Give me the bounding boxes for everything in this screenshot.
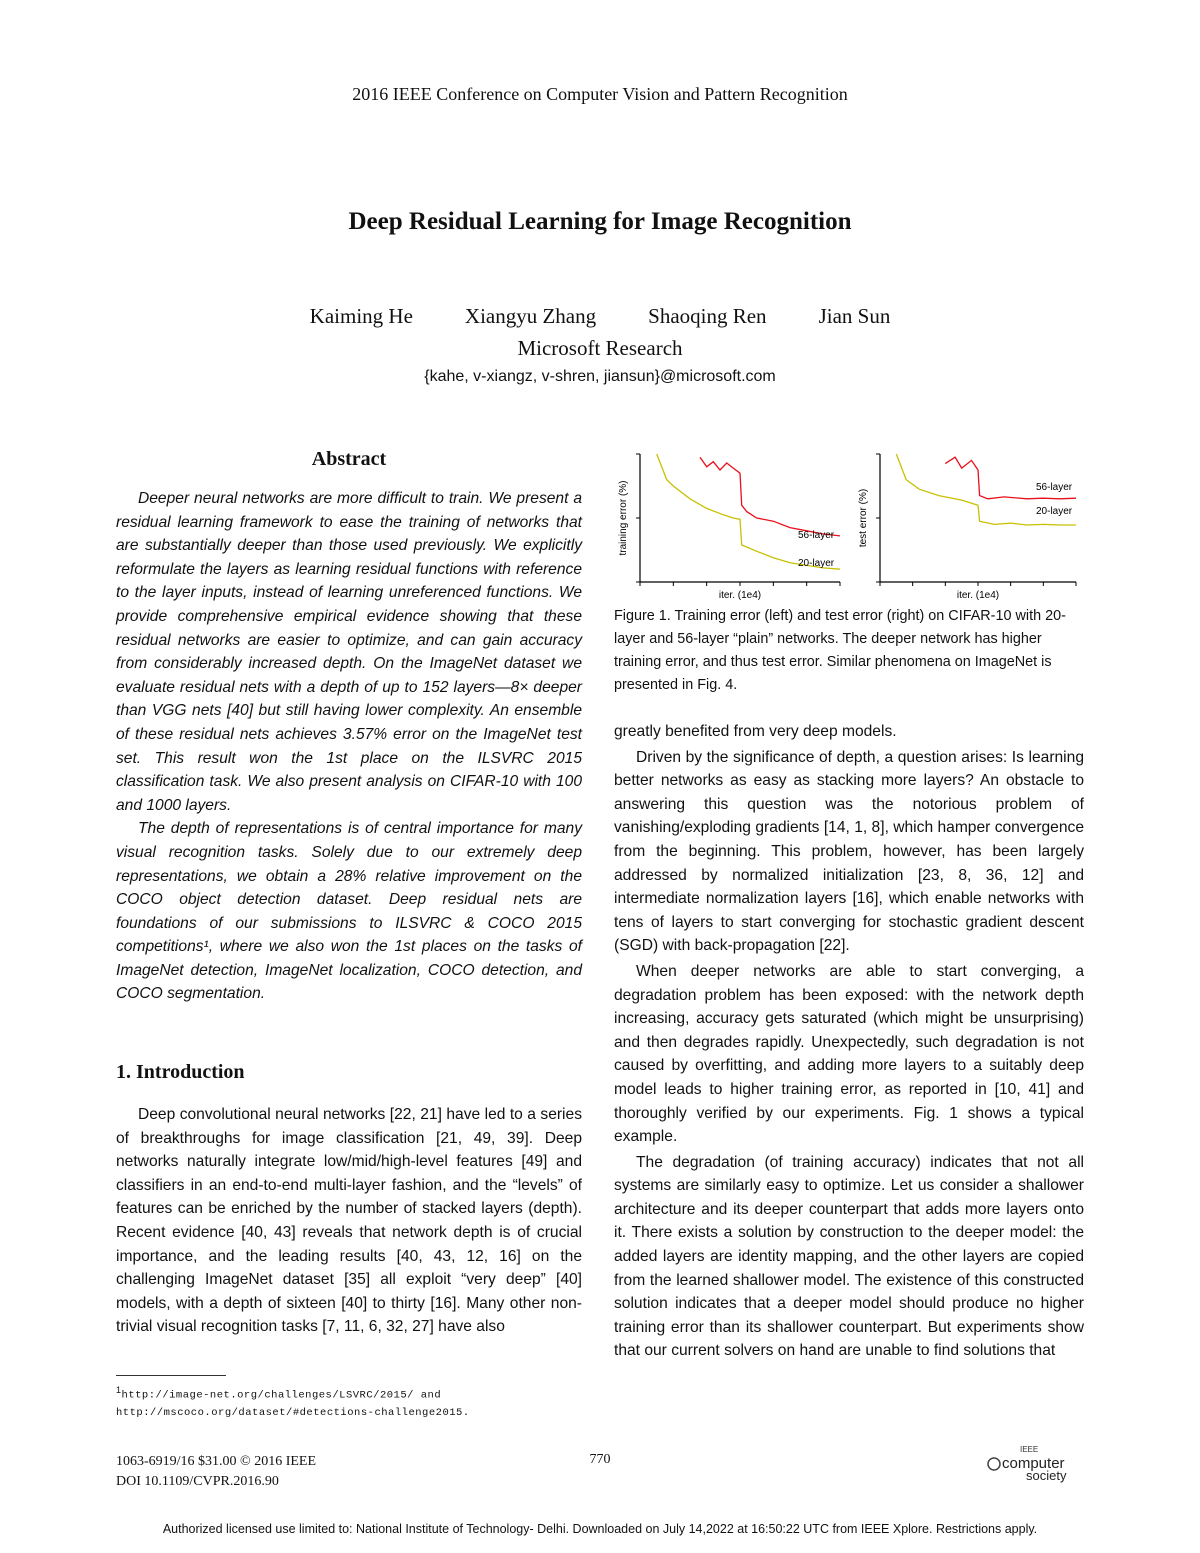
body-paragraph: The degradation (of training accuracy) indicates that not all systems are similarly easy to optimize. Let us consider a shallower architecture and its deeper counterpart that adds more layers onto it. There exists a solution by construction to the deeper model: the added layers are identity mapping, and the other layers are copied from the learned shallower model. The existence of this constructed solution indicates that a deeper model should produce no higher training error than its shallower counterpart. But experiments show that our current solvers on hand are unable to find solutions that [614,1153,1084,1360]
conference-header: 2016 IEEE Conference on Computer Vision and Pattern Recognition [352,84,848,104]
author-name: Kaiming He [309,304,413,328]
y-axis-label: test error (%) [858,488,869,548]
abstract-paragraph: The depth of representations is of central importance for many visual recognition tasks. Solely due to our extremely deep representations, we obtain a 28% relative improvement on the COCO object detection dataset. Deep residual nets are foundations of our submissions to ILSVRC & COCO 2015 competitions¹, where we also won the 1st places on the tasks of ImageNet detection, ImageNet localization, COCO detection, and COCO segmentation. [116,820,582,1003]
author-name: Jian Sun [818,304,891,328]
series-line-20-layer [657,454,840,569]
right-column-body [614,720,1084,1365]
footnote-text: http://image-net.org/challenges/LSVRC/2015/ and http://mscoco.org/dataset/#detections-challenge2015. [116,1389,470,1419]
series-label-20-layer: 20-layer [1036,506,1073,517]
abstract-body [116,487,582,1006]
issn-line: 1063-6919/16 $31.00 © 2016 IEEE [116,1454,317,1469]
series-label-56-layer: 56-layer [798,530,835,541]
abstract-paragraph: Deeper neural networks are more difficult to train. We present a residual learning framework to ease the training of networks that are substantially deeper than those used previously. We explicitly reformulate the layers as learning residual functions with reference to the layer inputs, instead of learning unreferenced functions. We provide comprehensive empirical evidence showing that these residual networks are easier to optimize, and can gain accuracy from considerably increased depth. On the ImageNet dataset we evaluate residual nets with a depth of up to 152 layers—8× deeper than VGG nets [40] but still having lower complexity. An ensemble of these residual nets achieves 3.57% error on the ImageNet test set. This result won the 1st place on the ILSVRC 2015 classification task. We also present analysis on CIFAR-10 with 100 and 1000 layers. [116,490,582,814]
authorized-use-notice: Authorized licensed use limited to: National Institute of Technology- Delhi. Downloaded on July 14,2022 at 16:50:22 UTC from IEEE Xplore. Restrictions apply. [162,1522,1038,1536]
intro-body [116,1103,582,1339]
footnote-mark: 1 [116,1385,122,1395]
ieee-computer-society-logo [980,1442,1080,1484]
affiliation: Microsoft Research [517,336,683,360]
author-name: Shaoqing Ren [648,304,767,328]
footnote [116,1382,582,1422]
intro-heading: 1. Introduction [116,1061,245,1083]
author-name: Xiangyu Zhang [464,304,597,328]
series-label-20-layer: 20-layer [798,558,835,569]
body-paragraph: greatly benefited from very deep models. [614,723,897,740]
series-label-56-layer: 56-layer [1036,482,1073,493]
doi-line: DOI 10.1109/CVPR.2016.90 [116,1474,279,1489]
page-number: 770 [589,1452,611,1467]
footnote-divider [116,1375,226,1376]
intro-paragraph: Deep convolutional neural networks [22, 21] have led to a series of breakthroughs for image classification [21, 49, 39]. Deep networks naturally integrate low/mid/high-level features [49] and classifiers in an end-to-end multi-layer fashion, and the “levels” of features can be enriched by the number of stacked layers (depth). Recent evidence [40, 43] reveals that network depth is of crucial importance, and the leading results [40, 43, 12, 16] on the challenging ImageNet dataset [35] all exploit “very deep” [40] models, with a depth of sixteen [40] to thirty [16]. Many other non-trivial visual recognition tasks [7, 11, 6, 32, 27] have also [116,1106,582,1336]
y-axis-label: training error (%) [618,480,629,556]
series-line-56-layer [700,457,840,536]
figure-caption: Figure 1. Training error (left) and test error (right) on CIFAR-10 with 20-layer and 56-layer “plain” networks. The deeper network has higher training error, and thus test error. Similar phenomena on ImageNet is presented in Fig. 4. [614,608,1066,693]
x-axis-label: iter. (1e4) [718,590,762,601]
paper-title: Deep Residual Learning for Image Recognition [348,208,852,235]
abstract-heading: Abstract [311,448,387,470]
body-paragraph: Driven by the significance of depth, a question arises: Is learning better networks as easy as stacking more layers? An obstacle to answering this question was the notorious problem of vanishing/exploding gradients [14, 1, 8], which hamper convergence from the beginning. This problem, however, has been largely addressed by normalized initialization [23, 8, 36, 12] and intermediate normalization layers [16], which enable networks with tens of layers to start converging for stochastic gradient descent (SGD) with back-propagation [22]. [614,748,1084,955]
logo-ieee-text: IEEE [1020,1445,1039,1454]
logo-circle-icon [988,1458,1000,1470]
figure-1-charts [612,446,1090,616]
email-line: {kahe, v-xiangz, v-shren, jiansun}@microsoft.com [424,368,776,385]
author-list [0,304,1200,329]
body-paragraph: When deeper networks are able to start converging, a degradation problem has been exposed: with the network depth increasing, accuracy gets saturated (which might be unsurprising) and then degrades rapidly. Unexpectedly, such degradation is not caused by overfitting, and adding more layers to a suitably deep model leads to higher training error, as reported in [10, 41] and thoroughly verified by our experiments. Fig. 1 shows a typical example. [614,962,1084,1146]
logo-computer-text: computer [1002,1455,1065,1472]
x-axis-label: iter. (1e4) [956,590,1000,601]
logo-society-text: society [1026,1468,1067,1483]
